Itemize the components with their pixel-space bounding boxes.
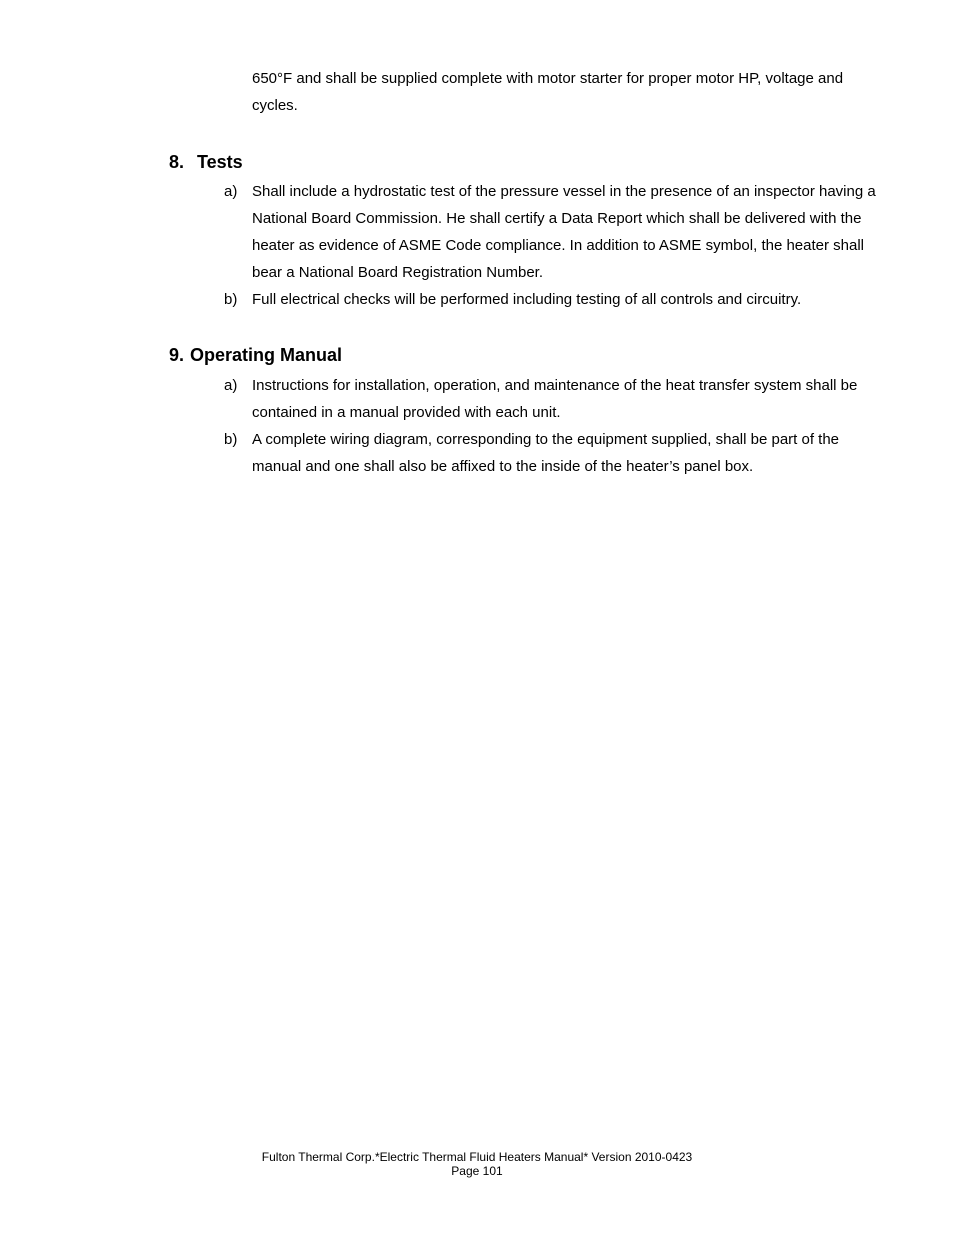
section-heading-operating-manual [169, 344, 342, 366]
list-marker: a) [224, 377, 238, 394]
list-marker: b) [224, 431, 238, 448]
page-footer [0, 1150, 954, 1178]
list-item [224, 286, 892, 313]
list-marker: a) [224, 183, 238, 200]
list-item-text: Full electrical checks will be performed including testing of all controls and circuitry. [252, 291, 802, 308]
list-item [224, 372, 892, 426]
continuation-paragraph: 650°F and shall be supplied complete with motor starter for proper motor HP, voltage and cycles. [252, 70, 844, 114]
section-title: Operating Manual [190, 345, 343, 365]
section-number: 9. [169, 345, 185, 365]
footer-title: Fulton Thermal Corp.*Electric Thermal Fluid Heaters Manual* Version 2010-0423 [261, 1150, 693, 1164]
tests-list [224, 178, 892, 313]
list-marker: b) [224, 291, 238, 308]
list-item [224, 178, 892, 286]
list-item-text: Instructions for installation, operation, and maintenance of the heat transfer system shall be contained in a manual provided with each unit. [252, 377, 858, 421]
list-item [224, 426, 892, 480]
page-number: Page 101 [451, 1164, 503, 1178]
section-title: Tests [197, 152, 243, 172]
section-number: 8. [169, 152, 185, 172]
operating-manual-list [224, 372, 892, 480]
list-item-text: Shall include a hydrostatic test of the pressure vessel in the presence of an inspector having a National Board Commission. He shall certify a Data Report which shall be delivered with the heater as evidence of ASME Code compliance. In addition to ASME symbol, the heater shall bear a National Board Registration Number. [252, 183, 876, 281]
list-item-text: A complete wiring diagram, corresponding to the equipment supplied, shall be part of the manual and one shall also be affixed to the inside of the heater’s panel box. [252, 431, 840, 475]
section-heading-tests [169, 151, 243, 173]
